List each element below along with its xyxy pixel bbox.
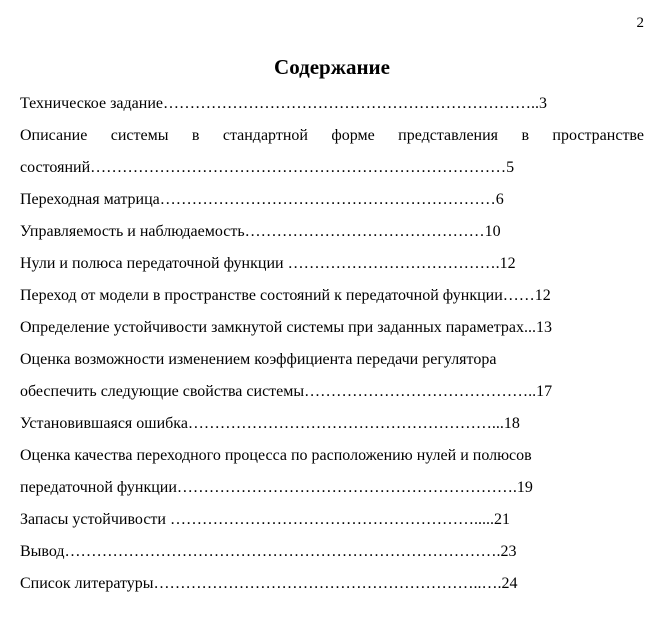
table-of-contents	[20, 92, 644, 604]
page-title: Содержание	[274, 55, 390, 79]
toc-line: Переход от модели в пространстве состояний к передаточной функции……12	[20, 287, 551, 304]
toc-line: обеспечить следующие свойства системы……………………………………..17	[20, 383, 553, 400]
toc-line: Запасы устойчивости ………………………………………………….....21	[20, 511, 510, 528]
toc-line: передаточной функции……………………………………………………….19	[20, 479, 533, 496]
toc-line: Оценка качества переходного процесса по расположению нулей и полюсов	[20, 447, 532, 464]
toc-line: Вывод……………………………………………………………………….23	[20, 543, 517, 560]
toc-line: Описание системы в стандартной форме представления в пространстве	[20, 127, 644, 144]
toc-line: Нули и полюса передаточной функции ………………………………….12	[20, 255, 516, 272]
toc-line: Оценка возможности изменением коэффициента передачи регулятора	[20, 351, 497, 368]
toc-line: Управляемость и наблюдаемость………………………………………10	[20, 223, 501, 240]
toc-line: Переходная матрица………………………………………………………6	[20, 191, 504, 208]
page-number: 2	[636, 15, 644, 31]
toc-line: Техническое задание……………………………………………………………..3	[20, 95, 547, 112]
toc-line: Список литературы……………………………………………………..….24	[20, 575, 518, 592]
toc-line: Определение устойчивости замкнутой системы при заданных параметрах...13	[20, 319, 553, 336]
toc-line: Установившаяся ошибка…………………………………………………...18	[20, 415, 520, 432]
toc-line: состояний……………………………………………………………………5	[20, 159, 515, 176]
